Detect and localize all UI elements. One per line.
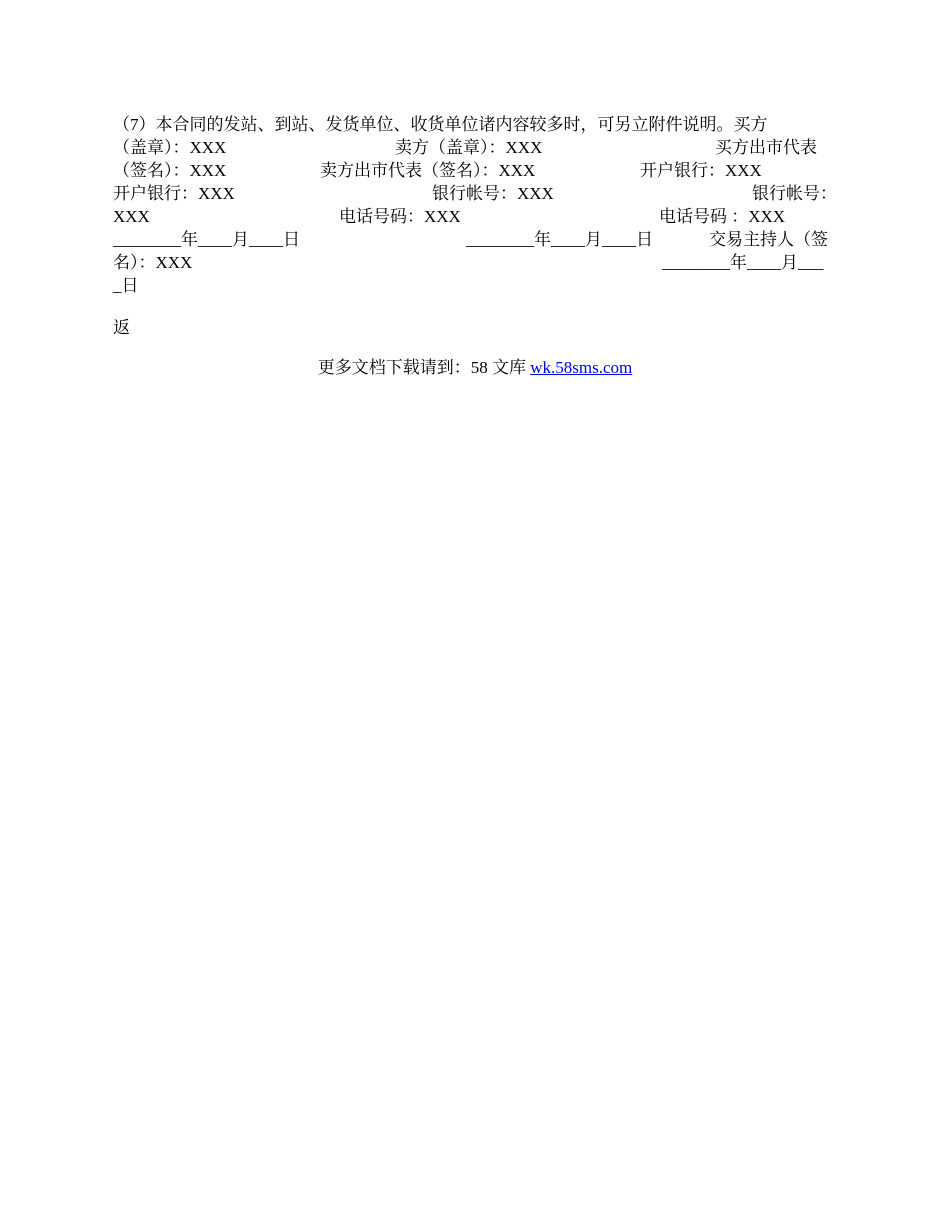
footer-link[interactable]: wk.58sms.com bbox=[530, 358, 633, 377]
seller-phone: 电话号码 ：XXX bbox=[659, 207, 786, 226]
footer-prefix: 更多文档下载请到：58 文库 bbox=[317, 358, 531, 377]
seller-account-value: XXX bbox=[113, 207, 150, 226]
seller-representative-signature: 卖方出市代表（签名）：XXX bbox=[320, 161, 536, 180]
buyer-bank: 开户银行：XXX bbox=[113, 184, 235, 203]
seller-bank: 开户银行：XXX bbox=[640, 161, 762, 180]
host-signature-label: 交易主持人（签 bbox=[709, 230, 828, 249]
host-signature-value: 名）：XXX bbox=[113, 253, 193, 272]
host-date-day: _日 bbox=[113, 276, 139, 295]
buyer-seal: （盖章）：XXX bbox=[113, 138, 227, 157]
buyer-phone: 电话号码：XXX bbox=[339, 207, 461, 226]
clause-7-text: （7）本合同的发站、到站、发货单位、收货单位诸内容较多时，可另立附件说明。买方 bbox=[113, 115, 768, 134]
seller-date: ________年____月____日 bbox=[466, 230, 653, 249]
seller-account-label: 银行帐号： bbox=[752, 184, 837, 203]
buyer-representative-signature: （签名）：XXX bbox=[113, 161, 227, 180]
back-text[interactable]: 返 bbox=[113, 318, 130, 337]
seller-seal: 卖方（盖章）：XXX bbox=[395, 138, 543, 157]
download-footer bbox=[0, 356, 950, 379]
host-date: ________年____月___ bbox=[662, 253, 824, 272]
buyer-date: ________年____月____日 bbox=[113, 230, 300, 249]
buyer-account: 银行帐号：XXX bbox=[432, 184, 554, 203]
buyer-representative-label: 买方出市代表 bbox=[715, 138, 817, 157]
